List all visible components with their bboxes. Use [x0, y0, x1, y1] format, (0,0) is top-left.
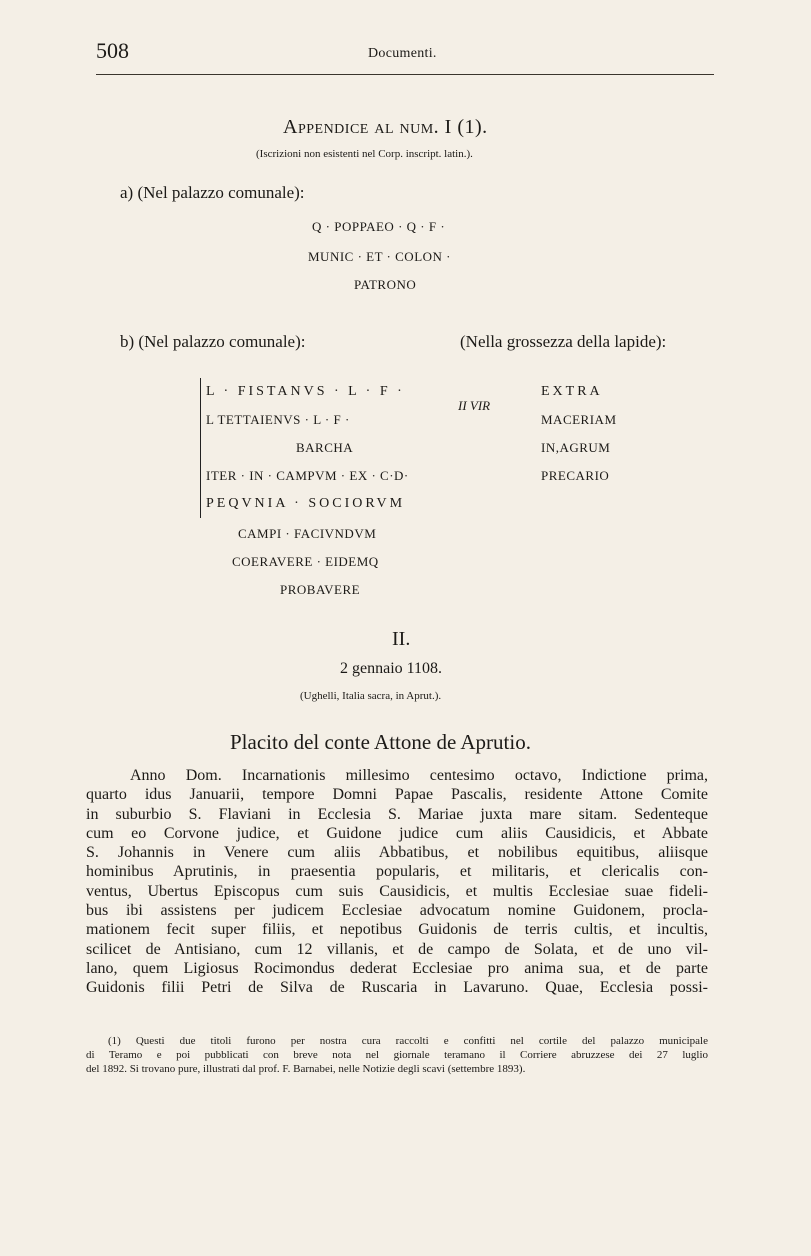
document-date: 2 gennaio 1108.: [340, 660, 443, 677]
body-line: S. Johannis in Venere cum aliis Abbatibus, et nobilibus equitibus, aliisque: [86, 844, 708, 862]
inscription-b-right-line: IN,AGRUM: [541, 440, 611, 455]
section-numeral: II.: [392, 628, 411, 650]
inscription-b-line: PEQVNIA · SOCIORVM: [206, 496, 406, 511]
body-line: Anno Dom. Incarnationis millesimo centesimo octavo, Indictione prima,: [130, 767, 708, 784]
body-line: bus ibi assistens per judicem Ecclesiae advocatum nomine Guidonem, procla-: [86, 902, 708, 920]
body-line: in suburbio S. Flaviani in Ecclesia S. Mariae juxta mare sitam. Sedenteque: [86, 805, 708, 823]
body-line: Guidonis filii Petri de Silva de Ruscaria in Lavaruno. Quae, Ecclesia possi-: [86, 979, 708, 997]
inscription-b-right-line: EXTRA: [541, 384, 603, 399]
footnote: [86, 1034, 708, 1076]
inscription-b-line: COERAVERE · EIDEMQ: [232, 554, 379, 569]
inscription-b-line: PROBAVERE: [280, 582, 361, 597]
header-rule: [96, 74, 714, 75]
inscription-b-line: L TETTAIENVS · L · F ·: [206, 412, 350, 427]
inscription-a-line: PATRONO: [354, 277, 417, 292]
inscription-b-right-line: PRECARIO: [541, 468, 610, 483]
footnote-line: di Teramo e poi pubblicati con breve nota nel giornale teramano il Corriere abruzzese dei 27 luglio: [86, 1049, 708, 1061]
inscription-a-line: MUNIC · ET · COLON ·: [308, 249, 451, 264]
inscription-b-line: ITER · IN · CAMPVM · EX · C·D·: [206, 468, 409, 483]
section-a-label: a) (Nel palazzo comunale):: [120, 183, 305, 202]
body-line: quarto idus Januarii, tempore Domni Papae Pascalis, residente Attone Comite: [86, 786, 708, 804]
document-source: (Ughelli, Italia sacra, in Aprut.).: [300, 690, 442, 702]
inscription-a-line: Q · POPPAEO · Q · F ·: [312, 219, 446, 234]
body-line: scilicet de Antisiano, cum 12 villanis, et de campo de Solata, et de uno vil-: [86, 940, 708, 958]
footnote-line: (1) Questi due titoli furono per nostra cura raccolti e confitti nel cortile del palazzo municipale: [108, 1035, 708, 1047]
document-heading: Placito del conte Attone de Aprutio.: [230, 730, 531, 754]
appendix-title: Appendice al num. I (1).: [283, 116, 488, 138]
inscription-b-line: L · FISTANVS · L · F ·: [206, 384, 405, 399]
running-title: Documenti.: [368, 46, 437, 61]
inscription-b-right-line: MACERIAM: [541, 412, 617, 427]
body-line: ventus, Ubertus Episcopus cum suis Causidicis, et multis Ecclesiae suae fideli-: [86, 882, 708, 900]
section-b-label: b) (Nel palazzo comunale):: [120, 332, 306, 351]
appendix-subtitle: (Iscrizioni non esistenti nel Corp. inscript. latin.).: [256, 148, 473, 160]
section-b-side-label: (Nella grossezza della lapide):: [460, 332, 667, 351]
footnote-line: del 1892. Si trovano pure, illustrati dal prof. F. Barnabei, nelle Notizie degli scavi (settembre 1893).: [86, 1063, 526, 1075]
side-mark-ii-vir: II VIR: [458, 398, 491, 413]
body-line: hominibus Aprutinis, in praesentia popularis, et militaris, et clericalis con-: [86, 863, 708, 881]
body-text: [86, 766, 708, 998]
inscription-b-line: BARCHA: [296, 440, 354, 455]
body-line: lano, quem Ligiosus Rocimondus dederat Ecclesiae pro anima sua, et de parte: [86, 959, 708, 977]
body-line: mationem fecit super filiis, et nepotibus Guidonis de terris cultis, et incultis,: [86, 921, 708, 939]
page-number: 508: [96, 38, 129, 63]
body-line: cum eo Corvone judice, et Guidone judice cum aliis Causidicis, et Abbate: [86, 824, 708, 842]
inscription-b-line: CAMPI · FACIVNDVM: [238, 526, 377, 541]
